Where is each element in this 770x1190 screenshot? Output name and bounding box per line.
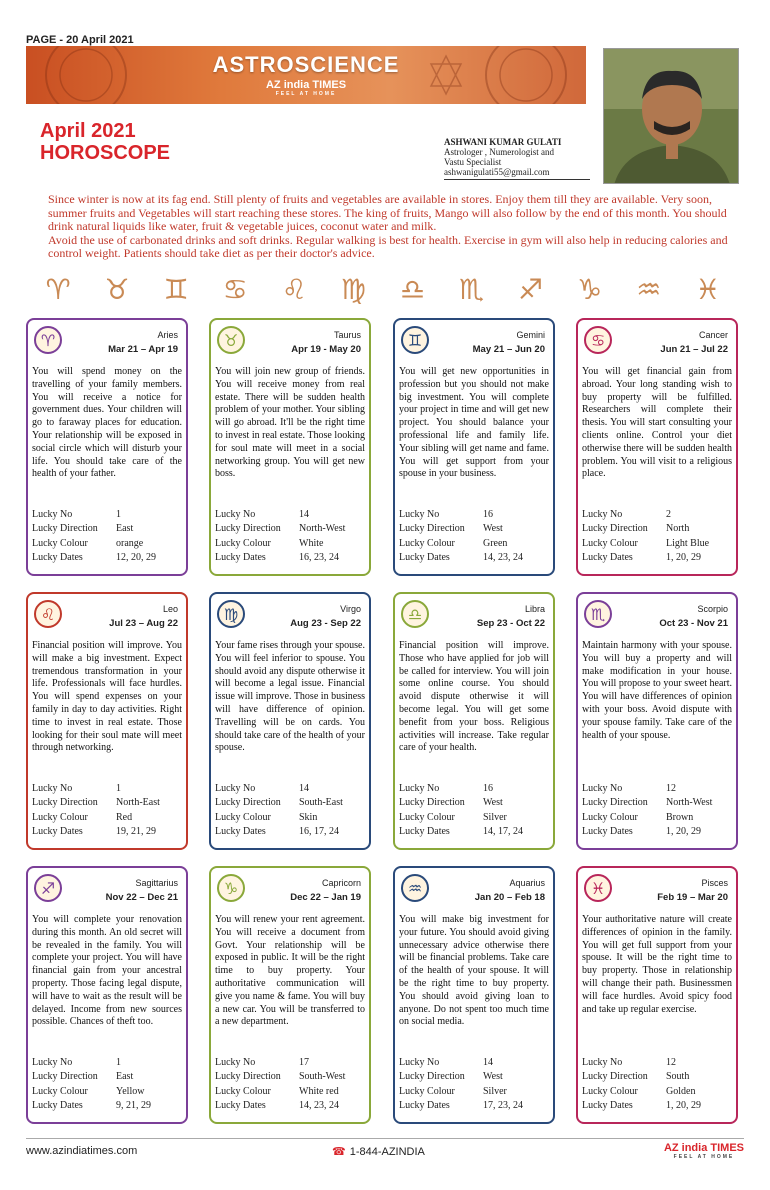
sign-date-range: Dec 22 – Jan 19 (290, 892, 361, 903)
lucky-value: 19, 21, 29 (116, 826, 156, 838)
footer-phone (332, 1145, 425, 1158)
lucky-row-direction (32, 522, 182, 537)
horoscope-card-taurus (209, 318, 371, 576)
footer-brand-logo (664, 1142, 744, 1160)
lucky-row-colour (32, 1085, 182, 1100)
cancer-symbol-icon: ♋ (584, 326, 612, 354)
lucky-row-dates (215, 1099, 365, 1114)
lucky-row-direction (582, 1070, 732, 1085)
sign-date-range: Apr 19 - May 20 (291, 344, 361, 355)
intro-paragraph-1: Since winter is now at its fag end. Still plenty of fruits and vegetables are available in stores. Enjoy them till they are available. Very soon, summer fruits and Vegetables will start reaching these stores. The king of fruits, Mango will also follow by the end of this month. You should drink natural liquids like water, fruit & vegetable juices, coconut water and milk. (48, 192, 727, 233)
virgo-icon: ♍ (340, 273, 366, 306)
phone-icon: ☎ (332, 1145, 346, 1158)
card-header (28, 594, 186, 634)
card-header (395, 320, 553, 360)
footer (26, 1138, 744, 1164)
pisces-symbol-icon: ♓ (584, 874, 612, 902)
lucky-value: 1 (116, 1056, 121, 1068)
horoscope-text: You will get new opportunities in profession but you should not make big investment. You will complete your project in time and will get new project. You should balance your professional life and family life. Your sibling will get name and fame. You will get support from your spouse in your business. (399, 366, 549, 480)
lucky-row-colour (215, 537, 365, 552)
lucky-value: Silver (483, 811, 507, 823)
footer-tagline: FEEL AT HOME (673, 1154, 735, 1160)
pisces-icon: ♓ (695, 273, 721, 306)
horoscope-text: You will complete your renovation during this month. An old secret will be revealed in the family. You will complete your project. You will have financial gain from your ancestral property. Those facing legal dispute, will have to wait as the result will be delayed. Income from new sources possible. Chances of theft too. (32, 914, 182, 1028)
lucky-info (215, 1056, 365, 1114)
lucky-label: Lucky Colour (582, 537, 638, 549)
lucky-value: 16 (483, 508, 493, 520)
page-label: PAGE - 20 April 2021 (26, 34, 134, 46)
lucky-label: Lucky Direction (582, 523, 648, 535)
lucky-label: Lucky Colour (399, 537, 455, 549)
lucky-value: Silver (483, 1085, 507, 1097)
lucky-row-direction (215, 1070, 365, 1085)
lucky-value: West (483, 1071, 503, 1083)
sign-date-range: Jun 21 – Jul 22 (660, 344, 728, 355)
sagittarius-icon: ♐ (518, 273, 544, 306)
banner-tagline: FEEL AT HOME (275, 91, 337, 97)
scorpio-icon: ♏ (458, 273, 485, 306)
card-header (395, 594, 553, 634)
lucky-value: 14 (299, 782, 309, 794)
lucky-row-dates (215, 551, 365, 566)
lucky-info (215, 782, 365, 840)
lucky-value: South-West (299, 1071, 346, 1083)
lucky-value: North (666, 523, 690, 535)
lucky-row-dates (399, 551, 549, 566)
sign-name: Pisces (701, 878, 728, 888)
lucky-row-direction (582, 522, 732, 537)
sign-date-range: Nov 22 – Dec 21 (105, 892, 178, 903)
horoscope-text: Maintain harmony with your spouse. You will buy a property and will make modification in your house. You will propose to your sweet heart. You will have differences of opinion with your boss. Avoid dispute with your spouse family. Take care of the health of your spouse. (582, 640, 732, 741)
lucky-value: Golden (666, 1085, 696, 1097)
libra-symbol-icon: ♎ (401, 600, 429, 628)
lucky-row-direction (215, 522, 365, 537)
lucky-value: 16, 23, 24 (299, 552, 339, 564)
author-email: ashwanigulati55@gmail.com (444, 167, 550, 177)
lucky-label: Lucky Dates (32, 552, 83, 564)
lucky-value: 14 (483, 1056, 493, 1068)
taurus-icon: ♉ (104, 273, 130, 306)
lucky-label: Lucky No (32, 1056, 73, 1068)
lucky-value: South-East (299, 797, 343, 809)
lucky-info (32, 1056, 182, 1114)
lucky-label: Lucky Colour (215, 811, 271, 823)
lucky-row-dates (215, 825, 365, 840)
lucky-label: Lucky Colour (582, 811, 638, 823)
lucky-label: Lucky Direction (32, 797, 98, 809)
lucky-label: Lucky Dates (582, 552, 633, 564)
leo-icon: ♌ (281, 273, 307, 306)
lucky-label: Lucky Dates (215, 552, 266, 564)
card-header (211, 868, 369, 908)
lucky-row-colour (399, 537, 549, 552)
lucky-value: East (116, 523, 134, 535)
sign-name: Aries (157, 330, 178, 340)
lucky-label: Lucky Direction (399, 523, 465, 535)
sign-date-range: Jul 23 – Aug 22 (109, 618, 178, 629)
sign-name: Cancer (698, 330, 728, 340)
intro-paragraph-2: Avoid the use of carbonated drinks and soft drinks. Regular walking is best for health. Exercise in gym will also help in reducing calories and control weight. Patients should take diet as per their doctor's advice. (48, 232, 728, 260)
lucky-row-no (32, 782, 182, 797)
lucky-row-direction (32, 796, 182, 811)
sign-name: Taurus (333, 330, 361, 340)
footer-brand-text: AZ india TIMES (663, 1142, 744, 1154)
zodiac-icon-row (38, 270, 728, 310)
lucky-row-no (215, 1056, 365, 1071)
scorpio-symbol-icon: ♏ (584, 600, 612, 628)
lucky-value: North-West (299, 523, 346, 535)
horoscope-text: Your authoritative nature will create differences of opinion in the family. You will get full support from your spouse. It will be the right time to buy property. Those in relationship will change their path. Businessmen will face hurdles. Avoid spicy food and take up regular exercise. (582, 914, 732, 1015)
lucky-value: White (299, 537, 324, 549)
horoscope-text: You will make big investment for your future. You should avoid giving unnecessary advice otherwise there will be financial problems. Take care of the health of your spouse. It will be the right time to buy property. You should avoid giving loan to anyone. Do not spent too much time on social media. (399, 914, 549, 1028)
lucky-row-no (32, 1056, 182, 1071)
lucky-value: South (666, 1071, 690, 1083)
card-header (211, 594, 369, 634)
aries-icon: ♈ (45, 273, 71, 306)
sign-date-range: Mar 21 – Apr 19 (108, 344, 178, 355)
lucky-label: Lucky No (215, 782, 256, 794)
lucky-row-direction (582, 796, 732, 811)
lucky-row-colour (582, 811, 732, 826)
lucky-label: Lucky Dates (215, 826, 266, 838)
leo-symbol-icon: ♌ (34, 600, 62, 628)
sign-name: Gemini (516, 330, 545, 340)
lucky-value: 1 (116, 508, 121, 520)
lucky-value: West (483, 523, 503, 535)
lucky-value: Yellow (116, 1085, 145, 1097)
horoscope-card-aquarius (393, 866, 555, 1124)
lucky-row-colour (215, 811, 365, 826)
card-header (578, 320, 736, 360)
lucky-info (215, 508, 365, 566)
lucky-label: Lucky Dates (32, 826, 83, 838)
lucky-value: Red (116, 811, 133, 823)
lucky-label: Lucky No (32, 508, 73, 520)
lucky-label: Lucky Direction (32, 523, 98, 535)
card-header (578, 868, 736, 908)
sign-date-range: May 21 – Jun 20 (472, 344, 545, 355)
banner (26, 46, 586, 104)
lucky-value: North-East (116, 797, 160, 809)
lucky-row-direction (32, 1070, 182, 1085)
horoscope-card-pisces (576, 866, 738, 1124)
title-horoscope: HOROSCOPE (40, 142, 171, 164)
lucky-label: Lucky No (582, 1056, 623, 1068)
virgo-symbol-icon: ♍ (217, 600, 245, 628)
horoscope-card-gemini (393, 318, 555, 576)
aquarius-symbol-icon: ♒ (401, 874, 429, 902)
lucky-row-dates (582, 825, 732, 840)
lucky-label: Lucky Dates (582, 826, 633, 838)
lucky-label: Lucky Colour (32, 1085, 88, 1097)
horoscope-card-aries (26, 318, 188, 576)
lucky-label: Lucky Direction (215, 797, 281, 809)
sign-name: Leo (162, 604, 178, 614)
lucky-row-no (399, 508, 549, 523)
lucky-label: Lucky Direction (582, 797, 648, 809)
lucky-row-direction (399, 796, 549, 811)
lucky-value: 14 (299, 508, 309, 520)
lucky-label: Lucky No (399, 782, 440, 794)
lucky-label: Lucky No (582, 782, 623, 794)
lucky-row-colour (32, 811, 182, 826)
lucky-value: 17 (299, 1056, 309, 1068)
lucky-label: Lucky Direction (399, 1071, 465, 1083)
lucky-label: Lucky Direction (399, 797, 465, 809)
banner-brand-text: AZ india TIMES (265, 79, 347, 91)
horoscope-card-virgo (209, 592, 371, 850)
lucky-row-no (215, 782, 365, 797)
sign-date-range: Sep 23 - Oct 22 (476, 618, 545, 629)
lucky-value: 9, 21, 29 (116, 1100, 151, 1112)
lucky-value: North-West (666, 797, 713, 809)
lucky-value: 14, 17, 24 (483, 826, 523, 838)
lucky-label: Lucky Dates (399, 826, 450, 838)
lucky-row-direction (399, 522, 549, 537)
lucky-row-colour (399, 1085, 549, 1100)
card-header (395, 868, 553, 908)
card-header (28, 868, 186, 908)
libra-icon: ♎ (399, 273, 426, 306)
lucky-row-no (582, 782, 732, 797)
horoscope-card-cancer (576, 318, 738, 576)
lucky-row-no (32, 508, 182, 523)
lucky-row-colour (582, 537, 732, 552)
lucky-value: 1, 20, 29 (666, 1100, 701, 1112)
lucky-row-dates (399, 1099, 549, 1114)
sign-name: Capricorn (321, 878, 361, 888)
lucky-label: Lucky Dates (582, 1100, 633, 1112)
intro-text (48, 193, 738, 261)
lucky-value: White red (299, 1085, 339, 1097)
horoscope-text: Financial position will improve. You will make a big investment. Expect tremendous transformation in your life. Professionals will face hurdles. You will spend expenses on your family in day to day activities. Right time to invest in real estate. Those looking for their soul mate will meet through networking. (32, 640, 182, 754)
card-header (211, 320, 369, 360)
lucky-value: 2 (666, 508, 671, 520)
aquarius-icon: ♒ (636, 273, 662, 306)
card-header (578, 594, 736, 634)
lucky-label: Lucky No (399, 1056, 440, 1068)
lucky-label: Lucky Direction (215, 1071, 281, 1083)
horoscope-card-sagittarius (26, 866, 188, 1124)
lucky-label: Lucky Dates (215, 1100, 266, 1112)
sign-name: Scorpio (697, 604, 728, 614)
horoscope-text: Your fame rises through your spouse. You will feel inferior to spouse. You should avoid any dispute otherwise it will become a legal issue. Financial issue will improve. Those in business will have difference of opinion. Travelling will be on cards. You should take care of the health of your spouse. (215, 640, 365, 754)
lucky-row-no (582, 1056, 732, 1071)
lucky-value: 1, 20, 29 (666, 552, 701, 564)
lucky-value: 1 (116, 782, 121, 794)
title-month: April 2021 (40, 120, 136, 142)
horoscope-card-libra (393, 592, 555, 850)
horoscope-card-scorpio (576, 592, 738, 850)
sign-date-range: Oct 23 - Nov 21 (659, 618, 728, 629)
lucky-info (399, 1056, 549, 1114)
lucky-info (582, 782, 732, 840)
horoscope-text: You will spend money on the travelling of your family members. You will receive a notice for government dues. Your children will go to faraway places for education. Your relationship will be exposed in social circle which will disturb your life. You should take care of the health of your father. (32, 366, 182, 480)
lucky-label: Lucky Direction (32, 1071, 98, 1083)
lucky-value: 12, 20, 29 (116, 552, 156, 564)
lucky-label: Lucky Dates (399, 1100, 450, 1112)
lucky-info (32, 782, 182, 840)
lucky-row-no (399, 782, 549, 797)
lucky-label: Lucky Dates (32, 1100, 83, 1112)
horoscope-card-capricorn (209, 866, 371, 1124)
sign-date-range: Feb 19 – Mar 20 (657, 892, 728, 903)
capricorn-icon: ♑ (577, 273, 603, 306)
horoscope-text: You will get financial gain from abroad. Your long standing wish to buy property will be fulfilled. Researchers will complete their thesis. You will start consulting your clients online. Control your diet otherwise there will be sudden health problem. You will visit to a religious place. (582, 366, 732, 480)
lucky-row-dates (32, 825, 182, 840)
lucky-value: Light Blue (666, 537, 710, 549)
lucky-value: 1, 20, 29 (666, 826, 701, 838)
lucky-value: West (483, 797, 503, 809)
lucky-row-dates (582, 551, 732, 566)
lucky-label: Lucky No (399, 508, 440, 520)
lucky-info (582, 1056, 732, 1114)
author-role: Astrologer , Numerologist and (444, 147, 554, 157)
sign-date-range: Aug 23 - Sep 22 (290, 618, 361, 629)
lucky-label: Lucky No (582, 508, 623, 520)
lucky-label: Lucky Colour (32, 811, 88, 823)
footer-phone-number: 1-844-AZINDIA (349, 1146, 425, 1158)
lucky-value: 14, 23, 24 (299, 1100, 339, 1112)
lucky-value: East (116, 1071, 134, 1083)
lucky-row-colour (582, 1085, 732, 1100)
gemini-symbol-icon: ♊ (401, 326, 429, 354)
lucky-value: orange (116, 537, 144, 549)
lucky-info (582, 508, 732, 566)
lucky-row-direction (399, 1070, 549, 1085)
lucky-value: 16 (483, 782, 493, 794)
lucky-row-dates (32, 551, 182, 566)
horoscope-text: You will renew your rent agreement. You will receive a document from Govt. Your relationship will be exposed in public. It will be the right time to buy property. Your authoritative communication will give you name & fame. You will buy a new car. You will be transferred to a new department. (215, 914, 365, 1028)
lucky-label: Lucky No (215, 508, 256, 520)
card-header (28, 320, 186, 360)
lucky-label: Lucky Colour (399, 811, 455, 823)
sign-name: Virgo (340, 604, 361, 614)
lucky-row-colour (399, 811, 549, 826)
horoscope-text: Financial position will improve. Those who have applied for job will be called for interview. You will join some online course. You should avoid dispute otherwise it will become legal. You will get some benefit from your boss. Religious activities will increase. Take regular care of your health. (399, 640, 549, 754)
lucky-info (32, 508, 182, 566)
lucky-info (399, 782, 549, 840)
lucky-row-no (215, 508, 365, 523)
lucky-row-direction (215, 796, 365, 811)
author-portrait-illustration (604, 49, 739, 184)
lucky-row-no (582, 508, 732, 523)
lucky-value: 12 (666, 1056, 676, 1068)
lucky-row-colour (32, 537, 182, 552)
sign-name: Libra (524, 604, 545, 614)
banner-title: ASTROSCIENCE (212, 52, 400, 77)
horoscope-card-leo (26, 592, 188, 850)
lucky-row-dates (582, 1099, 732, 1114)
lucky-label: Lucky Colour (215, 537, 271, 549)
lucky-value: 17, 23, 24 (483, 1100, 523, 1112)
lucky-label: Lucky Colour (32, 537, 88, 549)
author-name: ASHWANI KUMAR GULATI (444, 137, 562, 147)
lucky-value: 16, 17, 24 (299, 826, 339, 838)
lucky-label: Lucky Colour (582, 1085, 638, 1097)
author-role-2: Vastu Specialist (444, 157, 502, 167)
lucky-row-no (399, 1056, 549, 1071)
lucky-value: Green (483, 537, 508, 549)
lucky-value: Brown (666, 811, 694, 823)
lucky-row-dates (399, 825, 549, 840)
lucky-row-colour (215, 1085, 365, 1100)
lucky-value: 14, 23, 24 (483, 552, 523, 564)
lucky-label: Lucky No (32, 782, 73, 794)
lucky-label: Lucky Dates (399, 552, 450, 564)
lucky-label: Lucky Direction (215, 523, 281, 535)
sign-name: Aquarius (509, 878, 545, 888)
horoscope-title (40, 120, 170, 164)
lucky-value: Skin (299, 811, 318, 823)
capricorn-symbol-icon: ♑ (217, 874, 245, 902)
author-photo (603, 48, 739, 184)
author-info (444, 137, 590, 180)
horoscope-text: You will join new group of friends. You will receive money from real estate. There will be sudden health problem of your mother. Your sibling will go abroad. It'll be the right time to invest in real estate. Those looking for soul mate will meet in a social networking group. You will get new boss. (215, 366, 365, 480)
sagittarius-symbol-icon: ♐ (34, 874, 62, 902)
gemini-icon: ♊ (163, 273, 189, 306)
aries-symbol-icon: ♈ (34, 326, 62, 354)
footer-website-link[interactable]: www.azindiatimes.com (26, 1145, 138, 1157)
lucky-value: 12 (666, 782, 676, 794)
sign-name: Sagittarius (135, 878, 178, 888)
lucky-info (399, 508, 549, 566)
cancer-icon: ♋ (222, 273, 248, 306)
taurus-symbol-icon: ♉ (217, 326, 245, 354)
lucky-label: Lucky Colour (215, 1085, 271, 1097)
lucky-label: Lucky Colour (399, 1085, 455, 1097)
lucky-row-dates (32, 1099, 182, 1114)
sign-date-range: Jan 20 – Feb 18 (474, 892, 545, 903)
lucky-label: Lucky No (215, 1056, 256, 1068)
banner-brand-logo (26, 79, 586, 97)
lucky-label: Lucky Direction (582, 1071, 648, 1083)
